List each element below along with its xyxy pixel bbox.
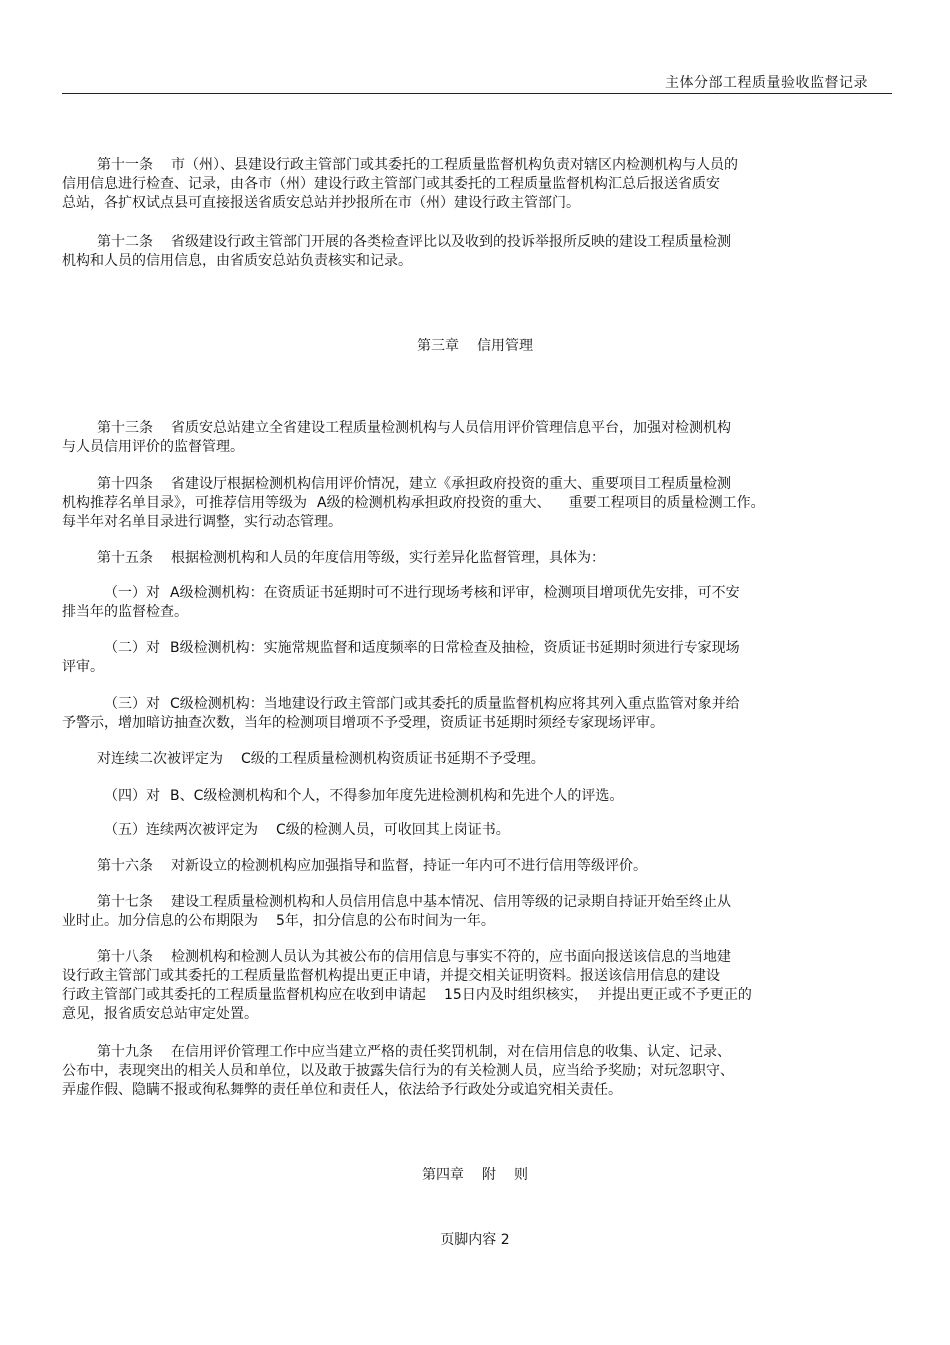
article-11-label: 第十一条 bbox=[97, 157, 153, 173]
chapter-4-number: 第四章 bbox=[422, 1167, 464, 1183]
item-2 bbox=[62, 639, 874, 677]
article-11-line-1: 市（州）、县建设行政主管部门或其委托的工程质量监督机构负责对辖区内检测机构与人员的 bbox=[171, 157, 738, 173]
item-4-prefix: （四）对 bbox=[104, 788, 160, 804]
article-11-line-2: 信用信息进行检查、记录，由各市（州）建设行政主管部门或其委托的工程质量监督机构汇总后报送省质安 bbox=[62, 176, 720, 192]
chapter-3-heading bbox=[0, 335, 950, 355]
article-18-line-1: 检测机构和检测人员认为其被公布的信用信息与事实不符的，应书面向报送该信息的当地建 bbox=[171, 949, 731, 965]
item-1-line-2: 排当年的监督检查。 bbox=[62, 604, 188, 620]
article-18 bbox=[62, 948, 892, 1024]
article-17-line-2a: 业时止。加分信息的公布期限为 bbox=[62, 913, 258, 929]
article-17-line-2b: 5年，扣分信息的公布时间为一年。 bbox=[276, 913, 495, 929]
article-14-line-3: 每半年对名单目录进行调整，实行动态管理。 bbox=[62, 514, 342, 530]
consecutive-c-note bbox=[62, 750, 874, 769]
article-14-line-2c: 重要工程项目的质量检测工作。 bbox=[568, 495, 765, 511]
item-3-line-1: C级检测机构：当地建设行政主管部门或其委托的质量监督机构应将其列入重点监管对象并给 bbox=[170, 696, 740, 712]
item-3-prefix: （三）对 bbox=[104, 696, 160, 712]
article-19-line-3: 弄虚作假、隐瞒不报或徇私舞弊的责任单位和责任人，依法给予行政处分或追究相关责任。 bbox=[62, 1082, 622, 1098]
note-part-a: 对连续二次被评定为 bbox=[97, 751, 223, 767]
item-5-line-1: C级的检测人员，可收回其上岗证书。 bbox=[276, 822, 510, 838]
note-part-b: C级的工程质量检测机构资质证书延期不予受理。 bbox=[241, 751, 545, 767]
article-13-line-2: 与人员信用评价的监督管理。 bbox=[62, 439, 244, 455]
article-18-line-3b: 15日内及时组织核实， bbox=[444, 987, 588, 1003]
chapter-3-title: 信用管理 bbox=[477, 338, 533, 354]
article-14-line-1: 省建设厅根据检测机构信用评价情况，建立《承担政府投资的重大、重要项目工程质量检测 bbox=[171, 476, 731, 492]
article-16 bbox=[62, 857, 874, 876]
item-2-prefix: （二）对 bbox=[104, 640, 160, 656]
article-12-line-1: 省级建设行政主管部门开展的各类检查评比以及收到的投诉举报所反映的建设工程质量检测 bbox=[171, 234, 731, 250]
article-13-line-1: 省质安总站建立全省建设工程质量检测机构与人员信用评价管理信息平台，加强对检测机构 bbox=[171, 420, 731, 436]
header-title: 主体分部工程质量验收监督记录 bbox=[665, 75, 868, 91]
article-18-line-2: 设行政主管部门或其委托的工程质量监督机构提出更正申请，并提交相关证明资料。报送该信用信息的建设 bbox=[62, 968, 720, 984]
chapter-4-heading bbox=[0, 1164, 950, 1184]
item-4-line-1: B、C级检测机构和个人，不得参加年度先进检测机构和先进个人的评选。 bbox=[170, 788, 624, 804]
header-divider bbox=[62, 93, 892, 94]
chapter-4-title-2: 则 bbox=[514, 1167, 528, 1183]
article-12-line-2: 机构和人员的信用信息，由省质安总站负责核实和记录。 bbox=[62, 253, 412, 269]
article-19-line-1: 在信用评价管理工作中应当建立严格的责任奖罚机制，对在信用信息的收集、认定、记录、 bbox=[171, 1044, 731, 1060]
article-18-label: 第十八条 bbox=[97, 949, 153, 965]
page-footer: 页脚内容 2 bbox=[440, 1232, 510, 1248]
article-15 bbox=[62, 549, 874, 568]
article-13 bbox=[62, 419, 874, 457]
item-3 bbox=[62, 695, 874, 733]
article-14-line-2b: A级的检测机构承担政府投资的重大、 bbox=[317, 495, 551, 511]
item-1-prefix: （一）对 bbox=[104, 585, 160, 601]
item-1-line-1: A级检测机构：在资质证书延期时可不进行现场考核和评审，检测项目增项优先安排，可不安 bbox=[170, 585, 740, 601]
chapter-3-number: 第三章 bbox=[417, 338, 459, 354]
article-11 bbox=[62, 156, 874, 213]
article-19-label: 第十九条 bbox=[97, 1044, 153, 1060]
item-2-line-1: B级检测机构：实施常规监督和适度频率的日常检查及抽检，资质证书延期时须进行专家现场 bbox=[170, 640, 740, 656]
item-2-line-2: 评审。 bbox=[62, 659, 104, 675]
article-11-line-3: 总站，各扩权试点县可直接报送省质安总站并抄报所在市（州）建设行政主管部门。 bbox=[62, 195, 580, 211]
article-16-label: 第十六条 bbox=[97, 858, 153, 874]
article-15-label: 第十五条 bbox=[97, 550, 153, 566]
article-17-label: 第十七条 bbox=[97, 894, 153, 910]
article-19-line-2: 公布中，表现突出的相关人员和单位，以及敢于披露失信行为的有关检测人员，应当给予奖励；对玩忽职守、 bbox=[62, 1063, 734, 1079]
article-13-label: 第十三条 bbox=[97, 420, 153, 436]
article-17-line-1: 建设工程质量检测机构和人员信用信息中基本情况、信用等级的记录期自持证开始至终止从 bbox=[171, 894, 731, 910]
item-3-line-2: 予警示，增加暗访抽查次数，当年的检测项目增项不予受理，资质证书延期时须经专家现场评审。 bbox=[62, 715, 664, 731]
chapter-4-title-1: 附 bbox=[482, 1167, 496, 1183]
article-18-line-4: 意见，报省质安总站审定处置。 bbox=[62, 1006, 258, 1022]
article-14-line-2a: 机构推荐名单目录》，可推荐信用等级为 bbox=[62, 495, 307, 511]
item-1 bbox=[62, 584, 874, 622]
article-18-line-3a: 行政主管部门或其委托的工程质量监督机构应在收到申请起 bbox=[62, 987, 426, 1003]
article-15-line-1: 根据检测机构和人员的年度信用等级，实行差异化监督管理，具体为： bbox=[171, 550, 605, 566]
article-17 bbox=[62, 893, 874, 931]
item-5-prefix: （五）连续两次被评定为 bbox=[104, 822, 258, 838]
article-19 bbox=[62, 1043, 874, 1100]
article-18-line-3c: 并提出更正或不予更正的 bbox=[597, 987, 752, 1003]
article-12-label: 第十二条 bbox=[97, 234, 153, 250]
item-4 bbox=[62, 787, 874, 806]
article-12 bbox=[62, 233, 874, 271]
article-16-line-1: 对新设立的检测机构应加强指导和监督，持证一年内可不进行信用等级评价。 bbox=[171, 858, 647, 874]
article-14 bbox=[62, 475, 892, 532]
item-5 bbox=[62, 821, 874, 840]
article-14-label: 第十四条 bbox=[97, 476, 153, 492]
